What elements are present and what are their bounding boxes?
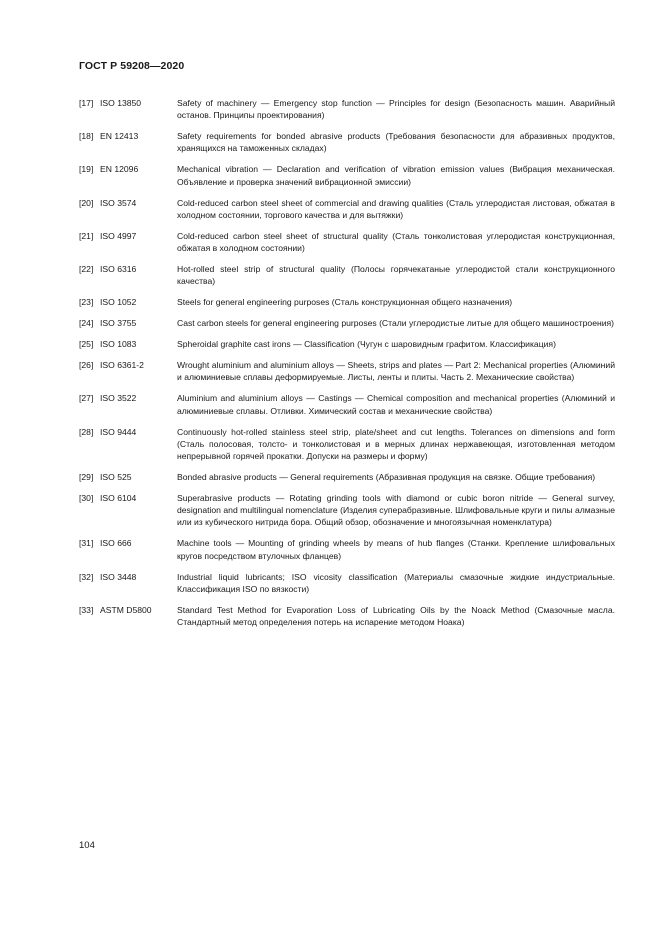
reference-title: Continuously hot-rolled stainless steel strip, plate/sheet and cut lengths. Tolerances on dimensions and form (Сталь полосовая, толсто- и тонколистовая и в мерных длинах нержавеющая, изготовленная методом непрерывной горячей прокатки. Допуски на размеры и форму)	[177, 426, 615, 462]
reference-number: [31]	[79, 538, 94, 549]
reference-code: ISO 4997	[100, 230, 137, 241]
reference-code: ISO 1083	[100, 339, 137, 350]
reference-number: [24]	[79, 318, 94, 329]
reference-code: EN 12413	[100, 131, 139, 142]
reference-code: ISO 6316	[100, 264, 137, 275]
reference-number: [33]	[79, 604, 94, 615]
reference-title: Industrial liquid lubricants; ISO vicosity classification (Материалы смазочные жидкие индустриальные. Классификация ISO по вязкости)	[177, 571, 615, 594]
reference-title: Safety of machinery — Emergency stop function — Principles for design (Безопасность машин. Аварийный останов. Принципы проектирования)	[177, 98, 615, 121]
reference-item	[79, 197, 615, 221]
reference-title: Standard Test Method for Evaporation Loss of Lubricating Oils by the Noack Method (Смазочные масла. Стандартный метод определения потерь на испарение методом Ноака)	[177, 604, 615, 628]
reference-number: [21]	[79, 230, 94, 241]
reference-item	[79, 97, 615, 121]
reference-title: Safety requirements for bonded abrasive products (Требования безопасности для абразивных продуктов, хранящихся на таможенных складах)	[177, 131, 615, 154]
reference-code: EN 12096	[100, 164, 139, 175]
reference-code: ISO 13850	[100, 98, 142, 108]
reference-title: Mechanical vibration — Declaration and verification of vibration emission values (Вибрация механическая. Объявление и проверка значений вибрационной эмиссии)	[177, 164, 615, 187]
reference-title: Cast carbon steels for general engineering purposes (Стали углеродистые литые для общего машиностроения)	[177, 318, 615, 329]
reference-number: [30]	[79, 493, 94, 504]
reference-code: ISO 6104	[100, 493, 137, 504]
reference-item	[79, 296, 615, 308]
reference-number: [25]	[79, 339, 94, 350]
reference-code: ISO 1052	[100, 297, 137, 308]
reference-code: ISO 3755	[100, 318, 137, 329]
reference-item	[79, 471, 615, 483]
reference-number: [22]	[79, 264, 94, 275]
reference-title: Aluminium and aluminium alloys — Castings — Chemical composition and mechanical properties (Алюминий и алюминиевые сплавы. Отливки. Химический состав и механические свойства)	[177, 393, 615, 416]
reference-code: ISO 3448	[100, 571, 137, 582]
reference-item	[79, 426, 615, 463]
reference-title: Machine tools — Mounting of grinding wheels by means of hub flanges (Станки. Крепление шлифовальных кругов посредством втулочных фланцев)	[177, 538, 615, 561]
reference-number: [28]	[79, 426, 94, 437]
reference-item	[79, 338, 615, 350]
reference-title: Cold-reduced carbon steel sheet of commercial and drawing qualities (Сталь углеродистая листовая, обжатая в холодном состоянии, торгового качества и для вытяжки)	[177, 197, 615, 220]
reference-number: [27]	[79, 393, 94, 404]
reference-number: [29]	[79, 472, 94, 483]
reference-title: Hot-rolled steel strip of structural quality (Полосы горячекатаные углеродистой стали конструкционного качества)	[177, 264, 615, 287]
reference-item	[79, 230, 615, 254]
reference-code: ISO 6361-2	[100, 360, 144, 371]
reference-item	[79, 392, 615, 416]
reference-title: Cold-reduced carbon steel sheet of structural quality (Сталь тонколистовая углеродистая конструкционная, обжатая в холодном состоянии)	[177, 230, 615, 254]
reference-item	[79, 492, 615, 529]
reference-title: Wrought aluminium and aluminium alloys — Sheets, strips and plates — Part 2: Mechanical properties (Алюминий и алюминиевые сплавы деформируемые. Листы, ленты и плиты. Часть 2. Механические свойства)	[177, 360, 615, 383]
reference-title: Bonded abrasive products — General requirements (Абразивная продукция на связке. Общие требования)	[177, 472, 596, 483]
reference-item	[79, 604, 615, 628]
reference-item	[79, 537, 615, 561]
reference-title: Superabrasive products — Rotating grinding tools with diamond or cubic boron nitride — General survey, designation and multilingual nomenclature (Изделия суперабразивные. Шлифовальные круги и пилы алмазные или из кубического нитрида бора. Общий обзор, обозначение и многоязычная номенклатура)	[177, 493, 615, 528]
reference-code: ISO 3574	[100, 197, 137, 208]
reference-item	[79, 359, 615, 383]
reference-code: ISO 666	[100, 538, 132, 549]
reference-item	[79, 130, 615, 154]
reference-number: [18]	[79, 131, 94, 142]
bibliography-list	[79, 97, 615, 637]
reference-item	[79, 571, 615, 595]
reference-code: ISO 3522	[100, 393, 137, 404]
page-number: 104	[79, 840, 95, 851]
reference-number: [19]	[79, 164, 94, 175]
reference-item	[79, 317, 615, 329]
reference-item	[79, 263, 615, 287]
reference-code: ASTM D5800	[100, 604, 152, 615]
reference-code: ISO 9444	[100, 426, 137, 437]
reference-number: [32]	[79, 571, 94, 582]
reference-number: [17]	[79, 98, 94, 108]
reference-title: Steels for general engineering purposes (Сталь конструкционная общего назначения)	[177, 297, 513, 308]
reference-title: Spheroidal graphite cast irons — Classification (Чугун с шаровидным графитом. Классификация)	[177, 339, 556, 350]
reference-number: [23]	[79, 297, 94, 308]
document-header: ГОСТ Р 59208—2020	[79, 60, 185, 72]
reference-number: [20]	[79, 197, 94, 208]
reference-item	[79, 163, 615, 187]
reference-code: ISO 525	[100, 472, 132, 483]
reference-number: [26]	[79, 360, 94, 371]
